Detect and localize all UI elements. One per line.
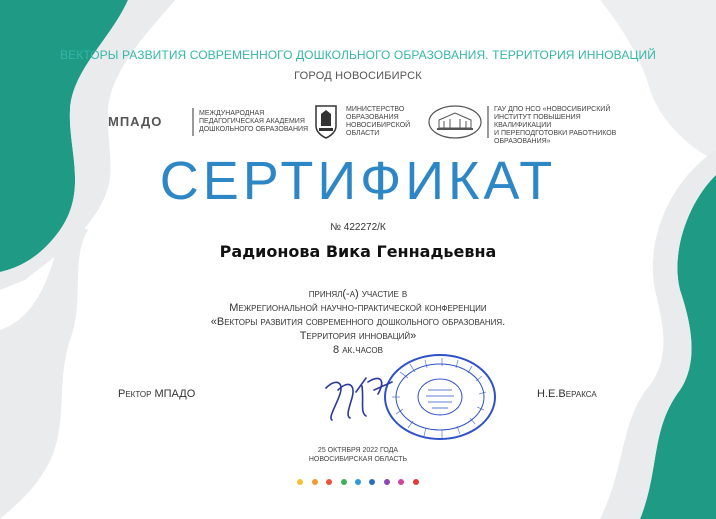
color-dot (369, 479, 375, 485)
institute-logo (427, 104, 617, 144)
ministry-logo-text: МИНИСТЕРСТВО ОБРАЗОВАНИЯ НОВОСИБИРСКОЙ ОБЛАСТИ (346, 106, 411, 137)
novosibirsk-coat-of-arms-icon (314, 104, 338, 140)
rector-signature-icon (322, 372, 402, 424)
mpado-logo-text: МЕЖДУНАРОДНАЯ ПЕДАГОГИЧЕСКАЯ АКАДЕМИЯ ДОШКОЛЬНОГО ОБРАЗОВАНИЯ (199, 110, 309, 133)
certificate-number: № 422272/К (330, 222, 386, 233)
institute-logo-text: ГАУ ДПО НСО «НОВОСИБИРСКИЙ ИНСТИТУТ ПОВЫШЕНИЯ КВАЛИФИКАЦИИ И ПЕРЕПОДГОТОВКИ РАБОТНИКОВ ОБРАЗОВАНИЯ» (494, 106, 617, 145)
color-dot (398, 479, 404, 485)
color-dot (312, 479, 318, 485)
color-dot (413, 479, 419, 485)
logo-divider (487, 106, 489, 138)
mpado-logo-icon: МПАДО (108, 114, 163, 129)
rector-title: Ректор МПАДО (118, 388, 196, 400)
color-dots-row (0, 472, 716, 490)
mpado-logo (108, 106, 309, 138)
color-dot (297, 479, 303, 485)
conference-name-line-1: «Векторы развития современного дошкольного образования. (210, 316, 506, 328)
certificate-title: СЕРТИФИКАТ (159, 151, 557, 211)
conference-type-line: Межрегиональной научно-практической конференции (229, 302, 487, 314)
issue-date-block (0, 446, 716, 464)
conference-title: ВЕКТОРЫ РАЗВИТИЯ СОВРЕМЕННОГО ДОШКОЛЬНОГО ОБРАЗОВАНИЯ. ТЕРРИТОРИЯ ИННОВАЦИЙ (60, 48, 656, 62)
conference-name-line-2: Территория инноваций» (299, 330, 417, 342)
participation-line: принял(-а) участие в (308, 288, 408, 300)
color-dot (384, 479, 390, 485)
recipient-name: Радионова Вика Геннадьевна (219, 242, 497, 261)
color-dot (341, 479, 347, 485)
logo-divider (192, 108, 194, 136)
ministry-logo (314, 104, 424, 144)
color-dot (355, 479, 361, 485)
color-dot (326, 479, 332, 485)
rector-name: Н.Е.Веракса (537, 388, 597, 400)
issue-region: НОВОСИБИРСКАЯ ОБЛАСТЬ (308, 456, 408, 463)
city-label: ГОРОД НОВОСИБИРСК (294, 70, 422, 82)
institute-building-icon (427, 104, 483, 140)
issue-date: 25 ОКТЯБРЯ 2022 ГОДА (317, 447, 399, 454)
hours-line: 8 ак.часов (333, 344, 383, 356)
